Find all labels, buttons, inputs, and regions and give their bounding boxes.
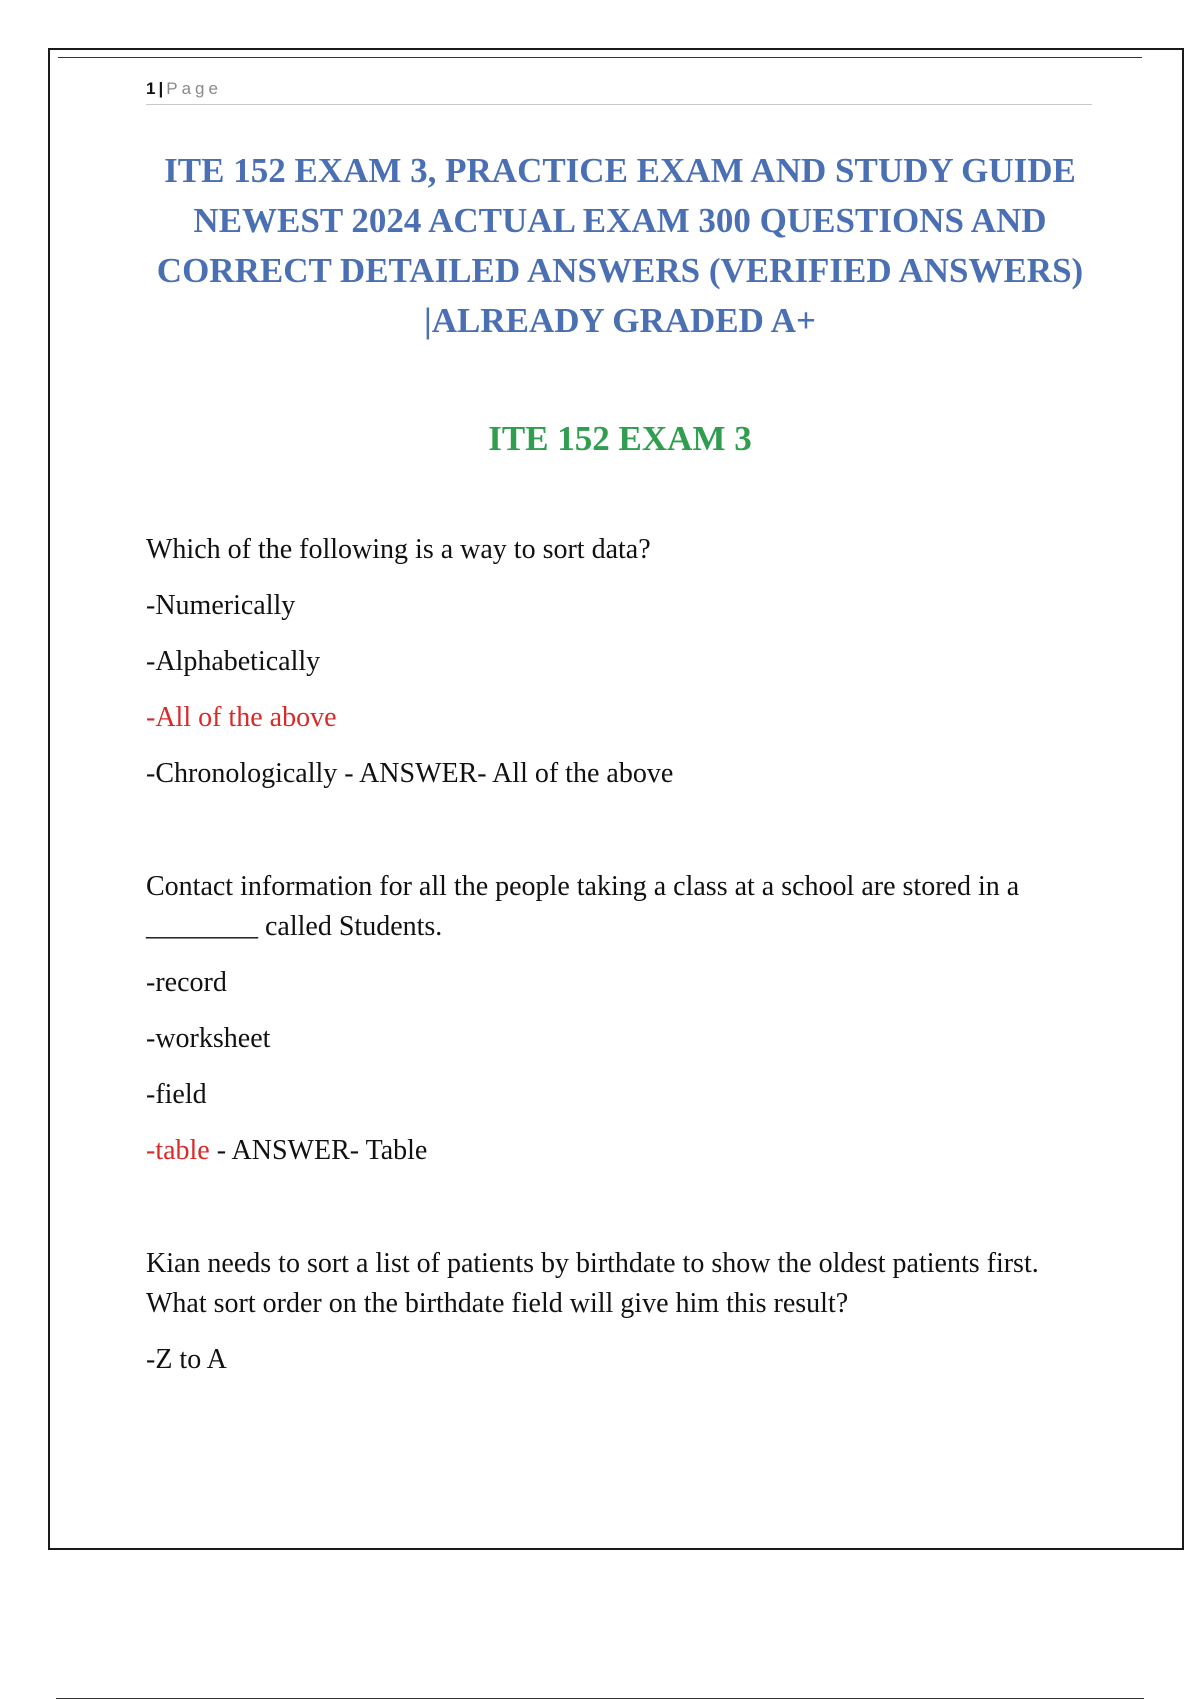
option: -Numerically [146, 590, 296, 621]
top-rule [58, 57, 1142, 58]
question-block-2 [146, 867, 1086, 1187]
question-text: Contact information for all the people taking a class at a school are stored in a ________ called Students. [146, 871, 1020, 942]
answer-text: - ANSWER- Table [209, 1135, 428, 1166]
page-separator: | [158, 79, 164, 98]
option: -field [146, 1079, 207, 1110]
option-with-answer [146, 754, 1086, 794]
option: -Z to A [146, 1344, 227, 1375]
question-block-1 [146, 530, 1086, 810]
correct-option-text: -All of the above [146, 702, 337, 733]
page-header [146, 74, 1092, 105]
question-text: Kian needs to sort a list of patients by birthdate to show the oldest patients first. What sort order on the birthdate field will give him this result? [146, 1248, 1039, 1319]
correct-option [146, 698, 1086, 738]
question-block-3 [146, 1244, 1086, 1396]
page-label: Page [166, 79, 222, 98]
option: -worksheet [146, 1023, 271, 1054]
option: -Alphabetically [146, 646, 321, 677]
correct-option-text: -table [146, 1135, 210, 1166]
option-with-answer [146, 1131, 1086, 1171]
answer-text: - ANSWER- All of the above [337, 758, 674, 789]
bottom-rule [56, 1698, 1144, 1699]
document-subtitle: ITE 152 EXAM 3 [488, 419, 752, 458]
option: -record [146, 967, 227, 998]
page-number: 1 [146, 79, 156, 98]
option-text: -Chronologically [146, 758, 338, 789]
page-frame [48, 48, 1184, 1550]
question-text: Which of the following is a way to sort data? [146, 534, 651, 565]
document-title: ITE 152 EXAM 3, PRACTICE EXAM AND STUDY GUIDE NEWEST 2024 ACTUAL EXAM 300 QUESTIONS AND CORRECT DETAILED ANSWERS (VERIFIED ANSWERS) |ALREADY GRADED A+ [156, 151, 1084, 340]
